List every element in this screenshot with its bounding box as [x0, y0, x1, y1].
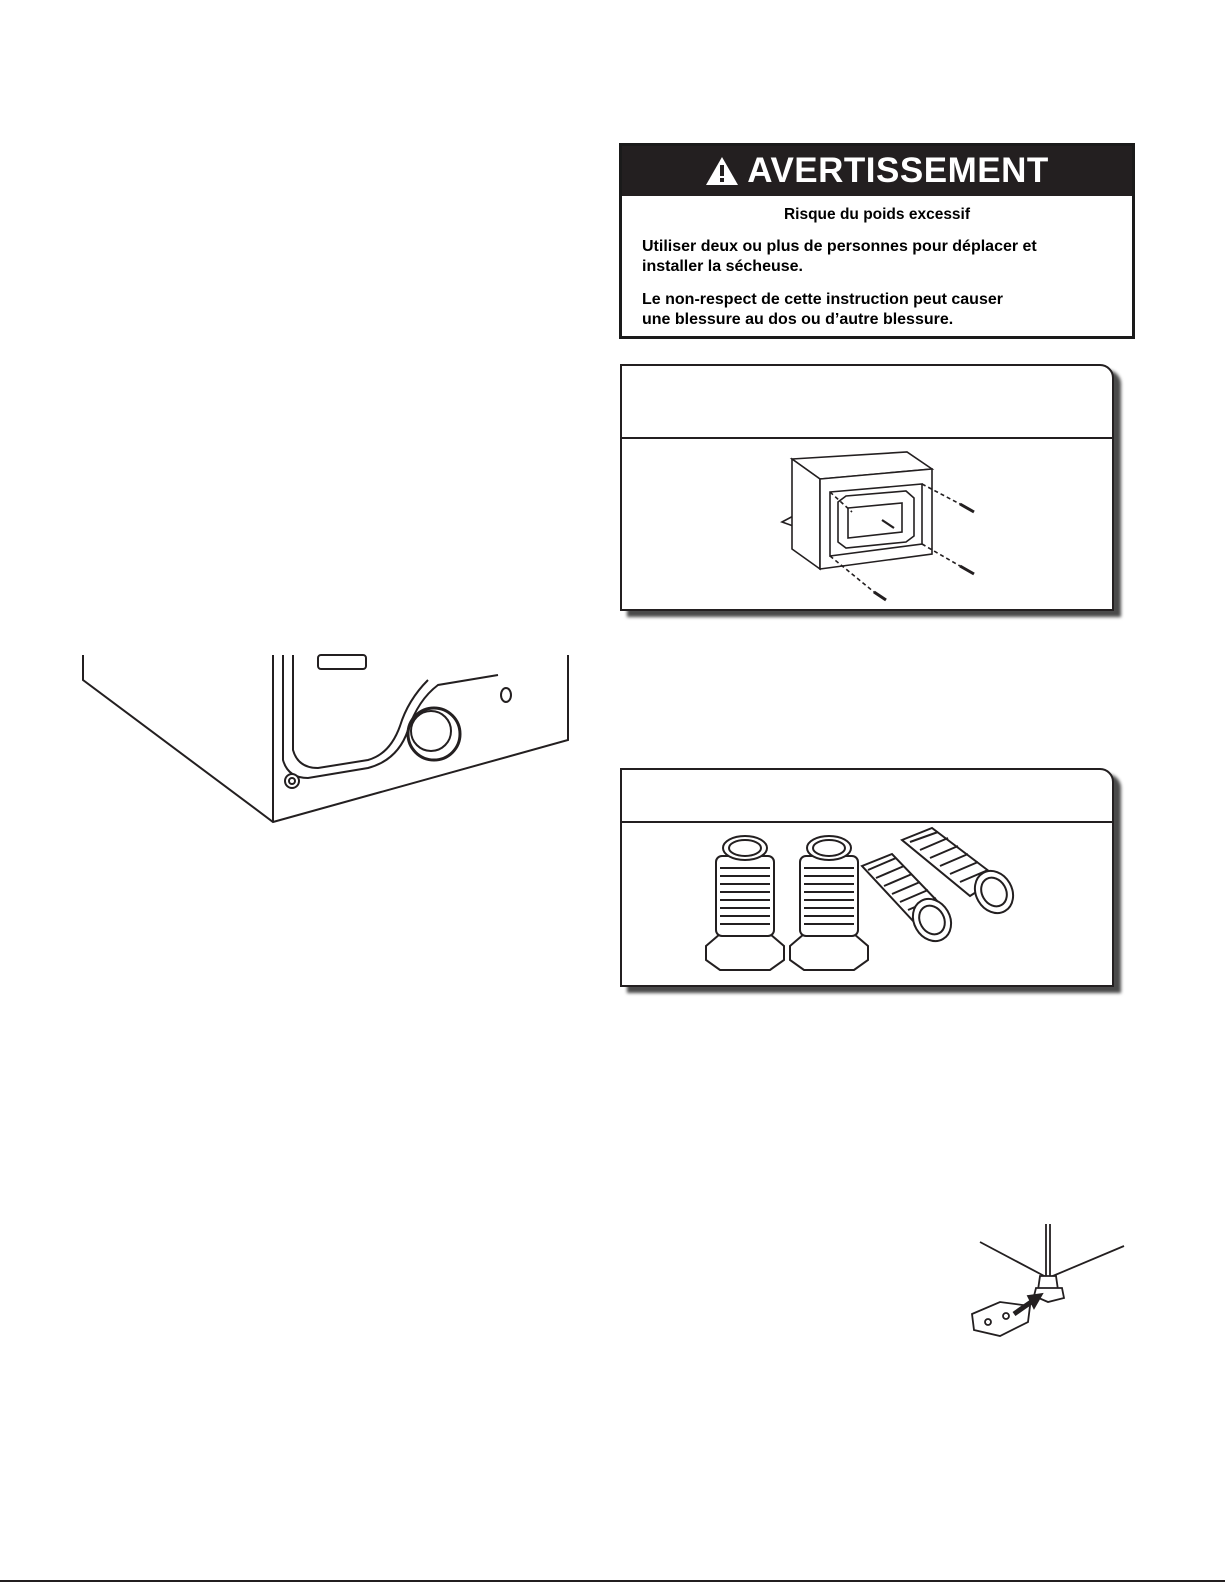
- warning-title: AVERTISSEMENT: [747, 151, 1049, 190]
- warning-line-4: une blessure au dos ou d’autre blessure.: [642, 311, 954, 328]
- warning-box: [619, 143, 1135, 339]
- warning-line-1: Utiliser deux ou plus de personnes pour déplacer et: [642, 238, 1037, 255]
- warning-line-3: Le non-respect de cette instruction peut causer: [642, 291, 1003, 308]
- leveling-leg-1: [706, 836, 784, 970]
- leveling-legs-figure: [620, 768, 1114, 987]
- leveling-leg-2: [790, 836, 868, 970]
- figure-title-divider: [622, 437, 1112, 439]
- shipping-bracket-figure: [620, 364, 1114, 611]
- warning-triangle-icon: [705, 155, 739, 187]
- figure-title-divider: [622, 821, 1112, 823]
- leveling-legs-illustration: [692, 826, 1042, 984]
- dryer-front-illustration: [78, 650, 578, 830]
- warning-subtitle: Risque du poids excessif: [783, 206, 971, 223]
- floor-bracket-illustration: [960, 1218, 1140, 1348]
- shipping-bracket-illustration: [762, 444, 1002, 604]
- page-bottom-rule: [0, 1580, 1225, 1582]
- warning-line-2: installer la sécheuse.: [642, 258, 803, 275]
- warning-header: [622, 146, 1132, 196]
